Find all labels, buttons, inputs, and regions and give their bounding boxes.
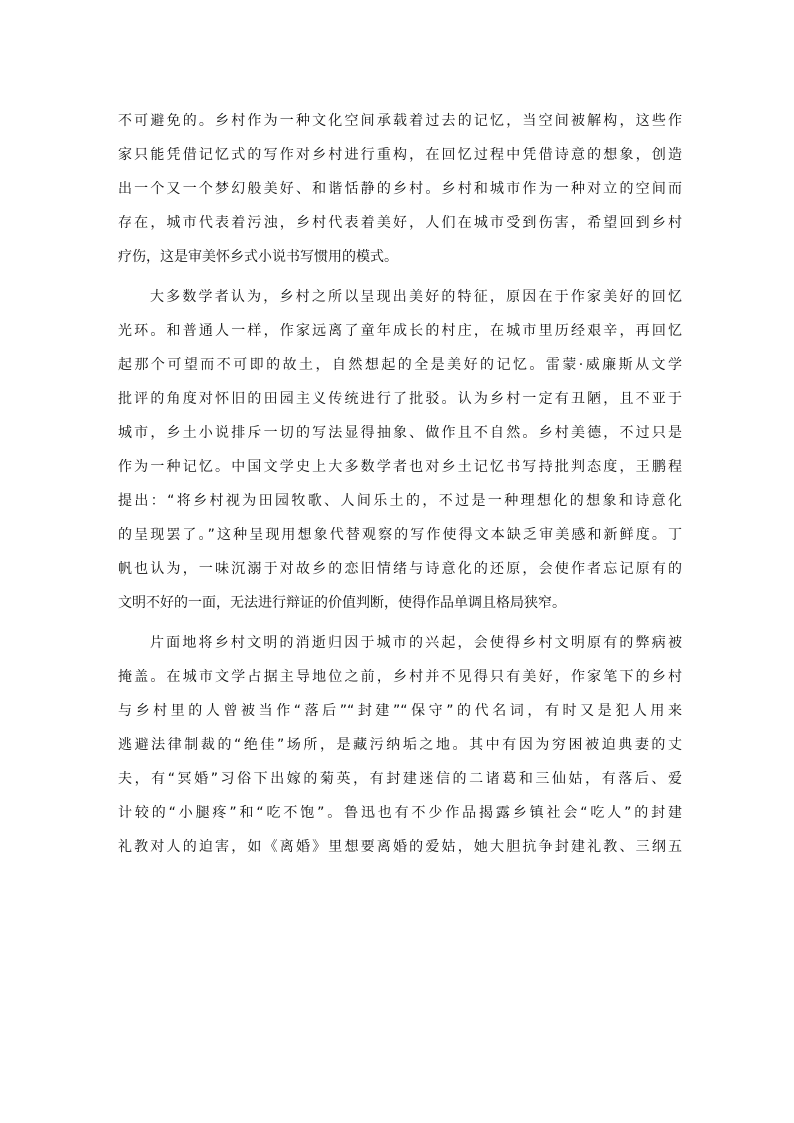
text-line: 家只能凭借记忆式的写作对乡村进行重构，在回忆过程中凭借诗意的想象，创造 xyxy=(118,147,682,163)
text-line: 出一个又一个梦幻般美好、和谐恬静的乡村。乡村和城市作为一种对立的空间而 xyxy=(118,181,682,197)
text-line: 逃避法律制裁的“绝佳”场所，是藏污纳垢之地。其中有因为穷困被迫典妻的丈 xyxy=(118,737,682,753)
text-line: 提出：“将乡村视为田园牧歌、人间乐土的，不过是一种理想化的想象和诗意化 xyxy=(118,493,682,509)
text-line: 文明不好的一面，无法进行辩证的价值判断，使得作品单调且格局狭窄。 xyxy=(118,595,566,611)
paragraph-3 xyxy=(118,626,682,864)
text-line: 大多数学者认为，乡村之所以呈现出美好的特征，原因在于作家美好的回忆 xyxy=(150,289,682,305)
text-line: 帆也认为，一味沉溺于对故乡的恋旧情绪与诗意化的还原，会使作者忘记原有的 xyxy=(118,561,682,577)
text-line: 夫，有“冥婚”习俗下出嫁的菊英，有封建迷信的二诸葛和三仙姑，有落后、爱 xyxy=(118,771,682,787)
text-line: 批评的角度对怀旧的田园主义传统进行了批驳。认为乡村一定有丑陋，且不亚于 xyxy=(118,391,682,407)
text-line: 片面地将乡村文明的消逝归因于城市的兴起，会使得乡村文明原有的弊病被 xyxy=(150,635,682,651)
text-line: 城市，乡土小说排斥一切的写法显得抽象、做作且不自然。乡村美德，不过只是 xyxy=(118,425,682,441)
paragraph-2 xyxy=(118,280,682,620)
document-page xyxy=(118,104,682,864)
text-line: 疗伤，这是审美怀乡式小说书写惯用的模式。 xyxy=(118,249,398,265)
text-line: 起那个可望而不可即的故土，自然想起的全是美好的记忆。雷蒙·威廉斯从文学 xyxy=(118,357,682,373)
text-line: 存在，城市代表着污浊，乡村代表着美好，人们在城市受到伤害，希望回到乡村 xyxy=(118,215,682,231)
text-line: 计较的“小腿疼”和“吃不饱”。鲁迅也有不少作品揭露乡镇社会“吃人”的封建 xyxy=(118,805,682,821)
text-line: 光环。和普通人一样，作家远离了童年成长的村庄，在城市里历经艰辛，再回忆 xyxy=(118,323,682,339)
paragraph-1 xyxy=(118,104,682,274)
text-line: 不可避免的。乡村作为一种文化空间承载着过去的记忆，当空间被解构，这些作 xyxy=(118,113,682,129)
text-line: 礼教对人的迫害，如《离婚》里想要离婚的爱姑，她大胆抗争封建礼教、三纲五 xyxy=(118,839,682,855)
text-line: 作为一种记忆。中国文学史上大多数学者也对乡土记忆书写持批判态度，王鹏程 xyxy=(118,459,682,475)
text-line: 掩盖。在城市文学占据主导地位之前，乡村并不见得只有美好，作家笔下的乡村 xyxy=(118,669,682,685)
text-line: 与乡村里的人曾被当作“落后”“封建”“保守”的代名词，有时又是犯人用来 xyxy=(118,703,682,719)
text-line: 的呈现罢了。”这种呈现用想象代替观察的写作使得文本缺乏审美感和新鲜度。丁 xyxy=(118,527,682,543)
